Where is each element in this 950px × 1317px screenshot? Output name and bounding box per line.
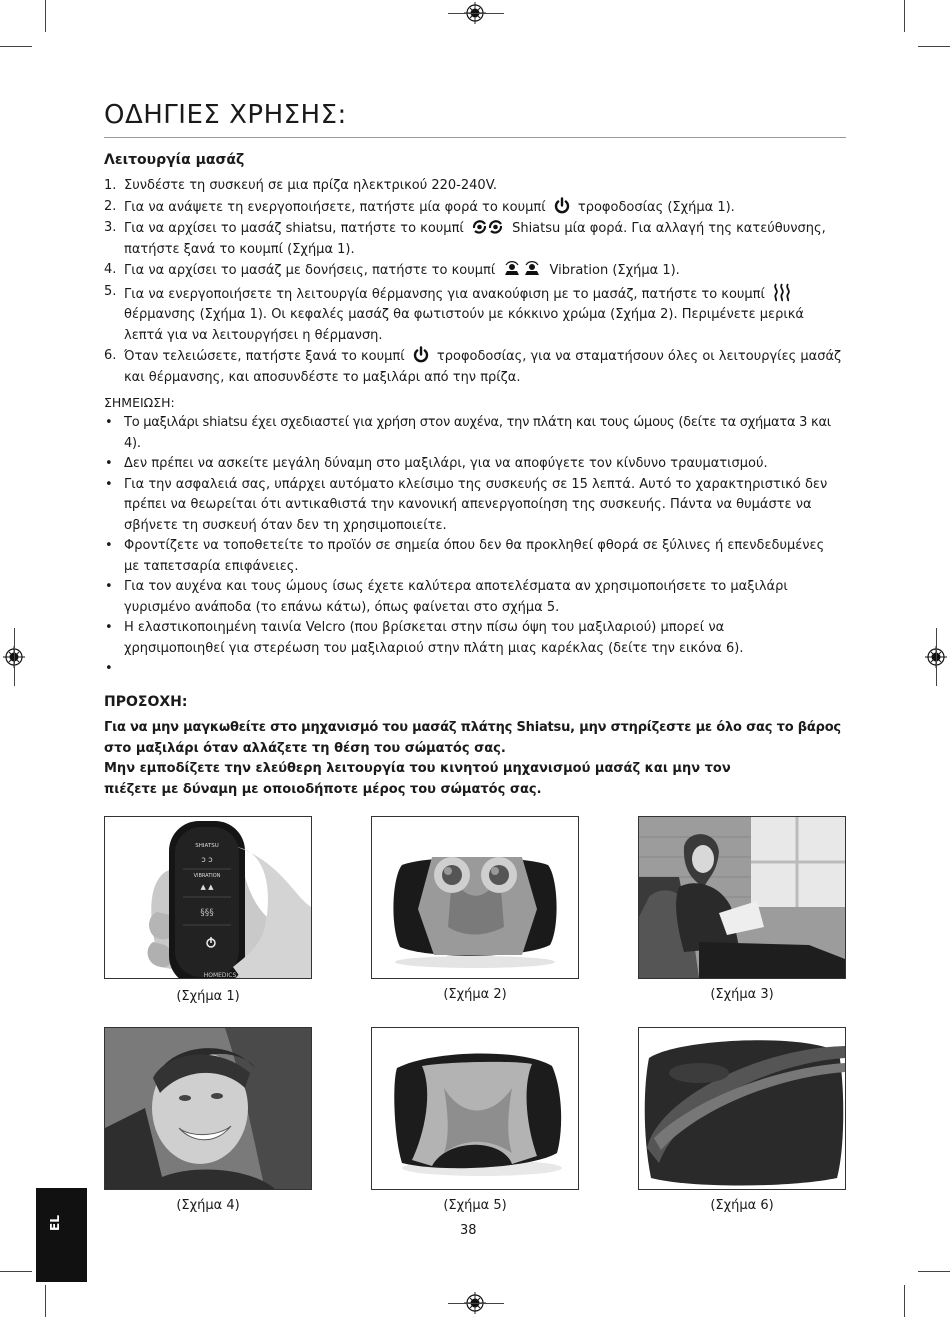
figure-3-caption: (Σχήμα 3) xyxy=(710,987,774,1002)
crop-mark xyxy=(45,1285,46,1317)
list-item: 6. Όταν τελειώσετε, πατήστε ξανά το κουμπί τροφοδοσίας, για να σταματήσουν όλες οι λειτουργίες μασάζ και θέρμανσης, και αποσυνδέστε το μαξιλάρι από την πρίζα. xyxy=(104,348,842,385)
list-item: • Δεν πρέπει να ασκείτε μεγάλη δύναμη στο μαξιλάρι, για να αποφύγετε τον κίνδυνο τραυματισμού. xyxy=(105,456,768,471)
svg-text:ↄ ↄ: ↄ ↄ xyxy=(201,855,213,864)
crop-mark xyxy=(0,46,32,47)
steps-list xyxy=(104,176,849,388)
title-divider xyxy=(104,137,846,138)
remote-vibration-label: VIBRATION xyxy=(193,873,221,879)
heat-icon xyxy=(772,282,792,302)
crop-mark xyxy=(918,1271,950,1272)
list-item: • Για την ασφαλειά σας, υπάρχει αυτόματο κλείσιμο της συσκευής σε 15 λεπτά. Αυτό το χαρακτηριστικό δεν πρέπει να θεωρείται ότι αντικαθιστά την κανονική απενεργοποίηση της συσκευής. Πάντα να θυμάστε να σβήνετε τη συσκευή όταν δεν τη χρησιμοποιείτε. xyxy=(105,476,828,533)
list-item: • Το μαξιλάρι shiatsu έχει σχεδιαστεί για χρήση στον αυχένα, την πλάτη και τους ώμους (δείτε τα σχήματα 3 και 4). xyxy=(105,415,831,451)
figure-3-image xyxy=(638,816,846,979)
list-item: 4. Για να αρχίσει το μασάζ με δονήσεις, πατήστε το κουμπί Vibration (Σχήμα 1). xyxy=(104,262,680,278)
crop-mark xyxy=(448,1303,504,1304)
language-tab-label: EL xyxy=(48,1215,62,1231)
massage-heading: Λειτουργία μασάζ xyxy=(104,152,245,168)
list-item: 1. Συνδέστε τη συσκευή σε μια πρίζα ηλεκτρικού 220-240V. xyxy=(104,178,498,193)
page-number: 38 xyxy=(460,1223,477,1238)
vibration-icon xyxy=(502,260,542,278)
crop-mark xyxy=(0,1271,32,1272)
crop-mark xyxy=(14,628,15,686)
figure-4-image xyxy=(104,1027,312,1190)
figure-2-image xyxy=(371,816,579,979)
crop-mark xyxy=(904,1285,905,1317)
crop-mark xyxy=(904,0,905,32)
crop-mark xyxy=(936,628,937,686)
power-icon xyxy=(553,197,571,215)
caution-heading: ΠΡΟΣΟΧΗ: xyxy=(104,694,188,710)
language-tab xyxy=(36,1188,87,1282)
list-item: • Για τον αυχένα και τους ώμους ίσως έχετε καλύτερα αποτελέσματα αν χρησιμοποιήσετε το μαξιλάρι γυρισμένο ανάποδα (το επάνω κάτω), όπως φαίνεται στο σχήμα 5. xyxy=(105,579,788,615)
figure-2-caption: (Σχήμα 2) xyxy=(443,987,507,1002)
remote-brand-label: HOMEDICS xyxy=(203,972,237,978)
shiatsu-icon xyxy=(471,218,505,236)
svg-text:§§§: §§§ xyxy=(200,908,214,918)
caution-text: Για να μην μαγκωθείτε στο μηχανισμό του μασάζ πλάτης Shiatsu, μην στηρίζεστε με όλο σας το βάρος στο μαξιλάρι όταν αλλάζετε τη θέση του σώματός σας. Μην εμποδίζετε την ελεύθερη λειτουργία του κινητού μηχανισμού μασάζ και μην τον πιέζετε με δύναμη με οποιοδήποτε μέρος του σώματός σας. xyxy=(104,720,841,797)
crop-mark xyxy=(448,13,504,14)
crop-mark xyxy=(918,46,950,47)
crop-mark xyxy=(45,0,46,32)
figure-6-caption: (Σχήμα 6) xyxy=(710,1198,774,1213)
figure-1-image xyxy=(104,816,312,979)
list-item: • xyxy=(105,661,113,676)
figure-6-image xyxy=(638,1027,846,1190)
list-item: • Φροντίζετε να τοποθετείτε το προϊόν σε σημεία όπου δεν θα προκληθεί φθορά σε ξύλινες ή επενδεδυμένες με ταπετσαρία επιφάνειες. xyxy=(105,538,825,574)
list-item: 3. Για να αρχίσει το μασάζ shiatsu, πατήστε το κουμπί Shiatsu μία φορά. Για αλλαγή της κατεύθυνσης, πατήστε ξανά το κουμπί (Σχήμα 1). xyxy=(104,220,826,257)
note-heading: ΣΗΜΕΙΩΣΗ: xyxy=(104,395,175,410)
list-item: 5. Για να ενεργοποιήσετε τη λειτουργία θέρμανσης για ανακούφιση με το μασάζ, πατήστε το κουμπί θέρμανσης (Σχήμα 1). Οι κεφαλές μασάζ θα φωτιστούν με κόκκινο χρώμα (Σχήμα 2). Περιμένετε μερικά λεπτά για να λειτουργήσει η θέρμανση. xyxy=(104,283,804,343)
list-item: • Η ελαστικοποιημένη ταινία Velcro (που βρίσκεται στην πίσω όψη του μαξιλαριού) μπορεί να χρησιμοποιηθεί για στερέωση του μαξιλαριού στην πλάτη μιας καρέκλας (δείτε την εικόνα 6). xyxy=(105,620,744,656)
figure-5-image xyxy=(371,1027,579,1190)
figure-1-caption: (Σχήμα 1) xyxy=(176,989,240,1004)
svg-text:▲ ▲: ▲ ▲ xyxy=(200,883,214,891)
notes-list xyxy=(104,413,849,680)
remote-shiatsu-label: SHIATSU xyxy=(195,843,219,849)
power-icon xyxy=(412,346,430,364)
page-title: ΟΔΗΓΙΕΣ ΧΡΗΣΗΣ: xyxy=(104,100,347,130)
figure-5-caption: (Σχήμα 5) xyxy=(443,1198,507,1213)
list-item: 2. Για να ανάψετε τη ενεργοποιήσετε, πατήστε μία φορά το κουμπί τροφοδοσίας (Σχήμα 1). xyxy=(104,198,735,215)
figure-4-caption: (Σχήμα 4) xyxy=(176,1198,240,1213)
